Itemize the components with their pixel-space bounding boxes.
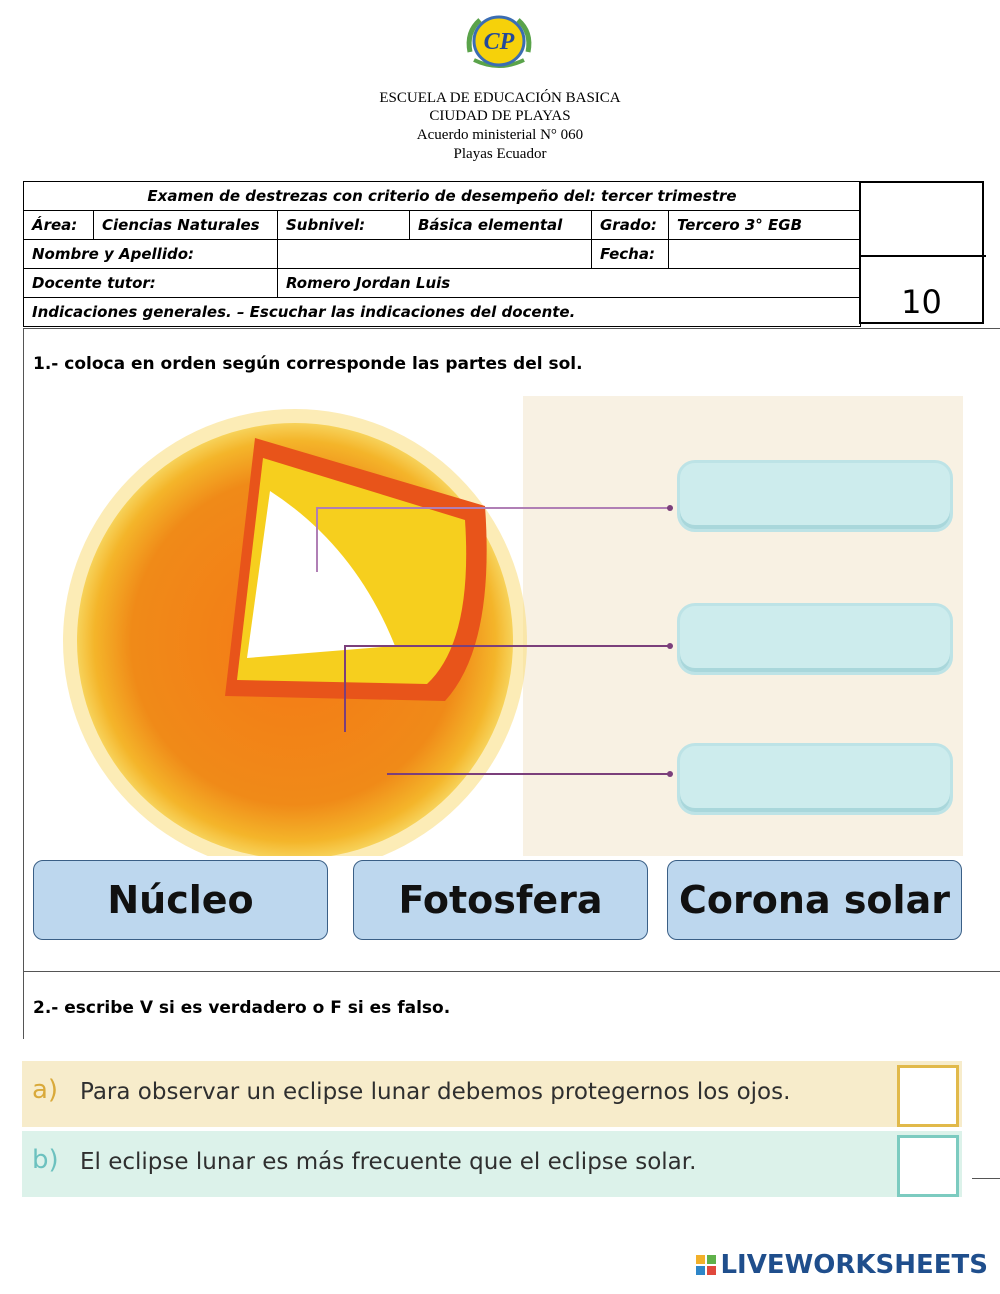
answer-box-3[interactable] [677,743,953,815]
nombre-label: Nombre y Apellido: [24,240,278,269]
brand-name: LIVEWORKSHEETS [720,1250,988,1280]
school-agreement: Acuerdo ministerial N° 060 [416,127,584,143]
question-1-prompt: 1.- coloca en orden según corresponde las partes del sol. [33,354,583,374]
grade-top-field[interactable] [861,183,982,255]
brand-blocks-icon [696,1255,716,1275]
section1-top-border [23,328,1000,329]
liveworksheets-logo [696,1250,988,1280]
school-location: Playas Ecuador [453,146,547,162]
answer-box-1[interactable] [677,460,953,532]
fecha-field[interactable] [669,240,861,269]
tf-item-b-letter: b) [32,1145,59,1175]
option-fotosfera[interactable]: Fotosfera [353,860,648,940]
grado-label: Grado: [592,211,669,240]
grade-box [859,181,984,324]
school-name: ESCUELA DE EDUCACIÓN BASICA [379,90,621,106]
tf-item-b-text: El eclipse lunar es más frecuente que el eclipse solar. [80,1149,697,1175]
tf-item-a [22,1061,962,1127]
grade-value: 10 [901,283,942,321]
section2-bottom-border [972,1178,1000,1179]
grado-value: Tercero 3° EGB [669,211,861,240]
question-2-prompt: 2.- escribe V si es verdadero o F si es falso. [33,998,451,1018]
grade-divider [859,255,986,257]
tf-item-a-text: Para observar un eclipse lunar debemos protegernos los ojos. [80,1079,791,1105]
logo-text: CP [483,29,515,55]
tf-item-a-letter: a) [32,1075,59,1105]
section-left-border [23,328,24,1039]
area-label: Área: [24,211,94,240]
exam-info-table [23,181,861,327]
tf-item-a-answer[interactable] [897,1065,959,1127]
docente-label: Docente tutor: [24,269,278,298]
tf-item-b-answer[interactable] [897,1135,959,1197]
indicaciones-text: Indicaciones generales. – Escuchar las indicaciones del docente. [24,298,861,327]
exam-title: Examen de destrezas con criterio de desempeño del: tercer trimestre [24,182,861,211]
option-nucleo[interactable]: Núcleo [33,860,328,940]
school-logo [462,12,536,72]
option-corona-solar[interactable]: Corona solar [667,860,962,940]
answer-box-2[interactable] [677,603,953,675]
subnivel-label: Subnivel: [278,211,410,240]
subnivel-value: Básica elemental [410,211,592,240]
docente-value: Romero Jordan Luis [278,269,861,298]
fecha-label: Fecha: [592,240,669,269]
nombre-field[interactable] [278,240,592,269]
sun-diagram [25,396,963,856]
school-city: CIUDAD DE PLAYAS [429,108,571,124]
section2-top-border [23,971,1000,972]
area-value: Ciencias Naturales [94,211,278,240]
tf-item-b [22,1131,962,1197]
